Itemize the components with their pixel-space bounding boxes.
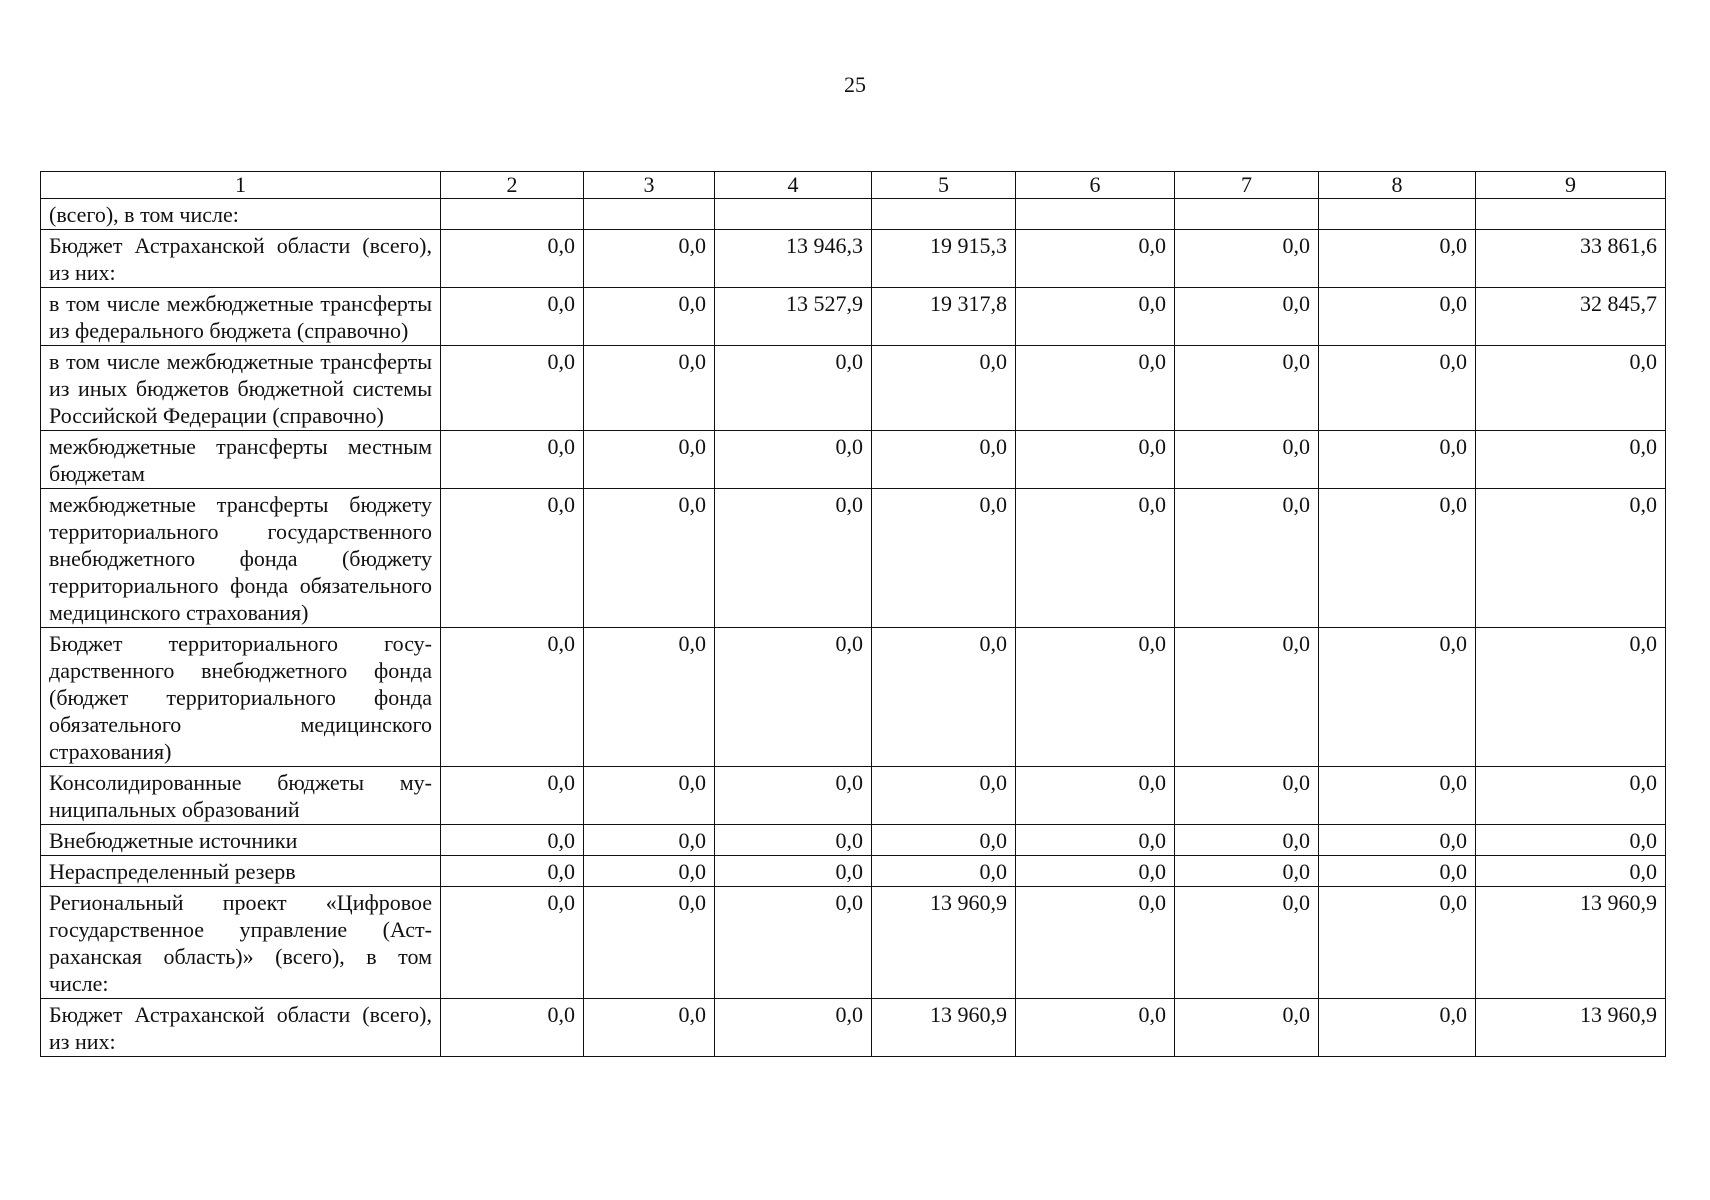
value-cell: 0,0 (584, 431, 715, 489)
value-cell: 0,0 (872, 856, 1016, 887)
table-row (41, 199, 1666, 230)
value-cell: 0,0 (441, 887, 584, 999)
value-cell: 0,0 (1016, 628, 1175, 767)
row-label: (всего), в том числе: (41, 199, 441, 230)
value-cell: 0,0 (584, 856, 715, 887)
column-header: 8 (1319, 172, 1476, 199)
value-cell: 0,0 (1319, 628, 1476, 767)
page-number: 25 (844, 72, 866, 97)
table-row (41, 230, 1666, 288)
value-cell: 0,0 (872, 825, 1016, 856)
value-cell: 0,0 (872, 431, 1016, 489)
value-cell: 0,0 (1319, 767, 1476, 825)
value-cell: 0,0 (584, 767, 715, 825)
value-cell: 0,0 (584, 489, 715, 628)
value-cell (584, 199, 715, 230)
value-cell: 0,0 (1319, 230, 1476, 288)
value-cell: 0,0 (584, 825, 715, 856)
value-cell: 0,0 (872, 489, 1016, 628)
value-cell: 0,0 (441, 346, 584, 431)
value-cell: 0,0 (441, 825, 584, 856)
value-cell: 13 946,3 (715, 230, 872, 288)
value-cell: 0,0 (1175, 825, 1319, 856)
value-cell: 0,0 (715, 767, 872, 825)
value-cell: 19 915,3 (872, 230, 1016, 288)
row-label: Региональный проект «Цифровое государственное управление (Астраханская область)» (всего), в том числе: (41, 887, 441, 999)
value-cell: 0,0 (1016, 856, 1175, 887)
column-header: 2 (441, 172, 584, 199)
value-cell: 0,0 (441, 628, 584, 767)
value-cell: 0,0 (1476, 489, 1666, 628)
row-label: Бюджет территориального государственного внебюджетного фонда (бюджет территориального фонда обязательного медицинского страхования) (41, 628, 441, 767)
table-row (41, 346, 1666, 431)
value-cell: 32 845,7 (1476, 288, 1666, 346)
value-cell: 13 960,9 (872, 999, 1016, 1057)
column-header: 9 (1476, 172, 1666, 199)
value-cell: 0,0 (1476, 825, 1666, 856)
value-cell: 0,0 (441, 856, 584, 887)
value-cell: 33 861,6 (1476, 230, 1666, 288)
column-header: 7 (1175, 172, 1319, 199)
value-cell: 0,0 (1476, 346, 1666, 431)
row-label: межбюджетные трансферты местным бюджетам (41, 431, 441, 489)
value-cell: 0,0 (584, 346, 715, 431)
value-cell: 0,0 (1175, 887, 1319, 999)
value-cell: 0,0 (1175, 431, 1319, 489)
value-cell (1175, 199, 1319, 230)
value-cell: 0,0 (441, 489, 584, 628)
row-label: межбюджетные трансферты бюджету территориального государственного внебюджетного фонда (бюджету территориального фонда обязательного медицинского страхования) (41, 489, 441, 628)
value-cell: 0,0 (1175, 288, 1319, 346)
table-row (41, 825, 1666, 856)
value-cell: 19 317,8 (872, 288, 1016, 346)
value-cell: 0,0 (1016, 288, 1175, 346)
value-cell: 0,0 (1319, 288, 1476, 346)
value-cell: 0,0 (1319, 999, 1476, 1057)
value-cell: 0,0 (715, 346, 872, 431)
table-row (41, 489, 1666, 628)
value-cell (872, 199, 1016, 230)
row-label: в том числе межбюджетные трансферты из федерального бюджета (справочно) (41, 288, 441, 346)
value-cell: 13 960,9 (872, 887, 1016, 999)
value-cell: 0,0 (584, 887, 715, 999)
value-cell (1476, 199, 1666, 230)
value-cell: 0,0 (441, 431, 584, 489)
value-cell: 0,0 (1476, 628, 1666, 767)
value-cell (1319, 199, 1476, 230)
value-cell: 0,0 (1319, 346, 1476, 431)
value-cell: 0,0 (1016, 346, 1175, 431)
value-cell: 0,0 (1319, 856, 1476, 887)
value-cell: 0,0 (715, 999, 872, 1057)
value-cell (441, 199, 584, 230)
row-label: Консолидированные бюджеты муниципальных образований (41, 767, 441, 825)
value-cell: 0,0 (584, 628, 715, 767)
column-header: 5 (872, 172, 1016, 199)
value-cell: 0,0 (441, 230, 584, 288)
value-cell: 0,0 (1016, 767, 1175, 825)
value-cell: 0,0 (715, 431, 872, 489)
value-cell: 0,0 (1175, 489, 1319, 628)
value-cell: 13 960,9 (1476, 887, 1666, 999)
table-row (41, 887, 1666, 999)
value-cell: 0,0 (1016, 489, 1175, 628)
value-cell: 0,0 (1319, 825, 1476, 856)
value-cell: 0,0 (715, 856, 872, 887)
table-body (41, 199, 1666, 1057)
header-row (41, 172, 1666, 199)
value-cell: 0,0 (1319, 489, 1476, 628)
row-label: Внебюджетные источники (41, 825, 441, 856)
value-cell: 0,0 (715, 887, 872, 999)
value-cell: 0,0 (1476, 767, 1666, 825)
value-cell: 0,0 (715, 489, 872, 628)
value-cell: 0,0 (441, 767, 584, 825)
table-row (41, 628, 1666, 767)
value-cell: 0,0 (872, 628, 1016, 767)
table-header (41, 172, 1666, 199)
value-cell (715, 199, 872, 230)
value-cell: 0,0 (584, 230, 715, 288)
value-cell: 0,0 (715, 825, 872, 856)
table-row (41, 856, 1666, 887)
value-cell: 0,0 (441, 999, 584, 1057)
value-cell: 0,0 (1319, 431, 1476, 489)
value-cell: 0,0 (1476, 856, 1666, 887)
value-cell: 13 960,9 (1476, 999, 1666, 1057)
value-cell: 0,0 (1016, 431, 1175, 489)
value-cell: 0,0 (1016, 887, 1175, 999)
value-cell: 0,0 (1175, 856, 1319, 887)
column-header: 3 (584, 172, 715, 199)
column-header: 1 (41, 172, 441, 199)
value-cell: 0,0 (1175, 628, 1319, 767)
value-cell: 0,0 (584, 999, 715, 1057)
value-cell: 0,0 (1016, 999, 1175, 1057)
table-row (41, 288, 1666, 346)
row-label: Бюджет Астраханской области (всего), из них: (41, 999, 441, 1057)
value-cell: 0,0 (1476, 431, 1666, 489)
budget-table (40, 171, 1666, 1057)
row-label: Бюджет Астраханской области (всего), из них: (41, 230, 441, 288)
row-label: в том числе межбюджетные трансферты из иных бюджетов бюджетной системы Российской Федерации (справочно) (41, 346, 441, 431)
value-cell: 0,0 (1175, 346, 1319, 431)
table-row (41, 999, 1666, 1057)
value-cell: 0,0 (584, 288, 715, 346)
row-label: Нераспределенный резерв (41, 856, 441, 887)
value-cell: 0,0 (1016, 825, 1175, 856)
value-cell: 0,0 (1175, 767, 1319, 825)
value-cell: 0,0 (715, 628, 872, 767)
value-cell (1016, 199, 1175, 230)
table-row (41, 767, 1666, 825)
value-cell: 0,0 (1175, 230, 1319, 288)
value-cell: 0,0 (1175, 999, 1319, 1057)
column-header: 6 (1016, 172, 1175, 199)
value-cell: 0,0 (872, 346, 1016, 431)
value-cell: 0,0 (872, 767, 1016, 825)
table-row (41, 431, 1666, 489)
value-cell: 0,0 (1016, 230, 1175, 288)
value-cell: 0,0 (1319, 887, 1476, 999)
value-cell: 13 527,9 (715, 288, 872, 346)
value-cell: 0,0 (441, 288, 584, 346)
column-header: 4 (715, 172, 872, 199)
